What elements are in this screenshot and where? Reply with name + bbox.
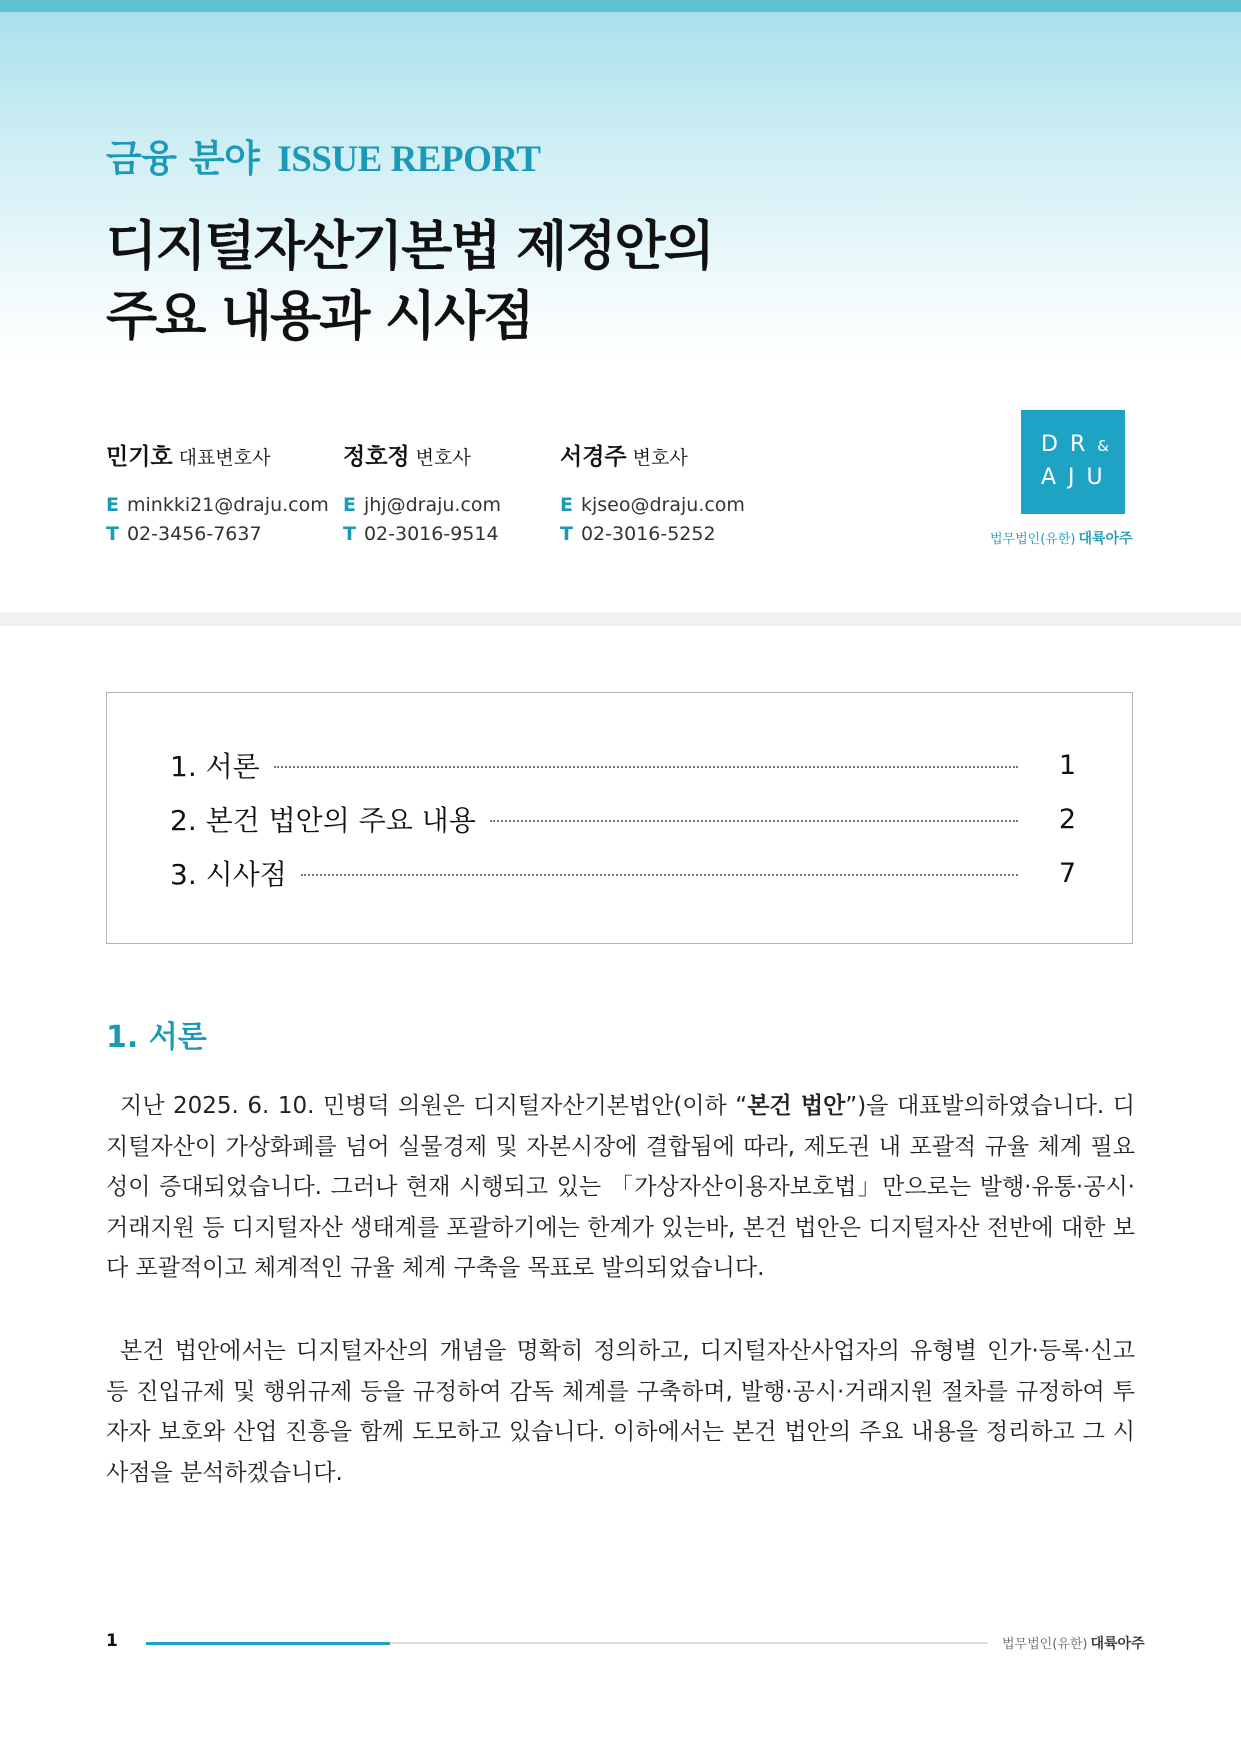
defined-term: 본건 법안 [747,1093,846,1119]
title-line-2: 주요 내용과 시사점 [106,286,533,347]
email-link[interactable]: jhj@draju.com [363,494,502,516]
section-heading: 1. 서론 [106,1020,207,1055]
header-background [0,0,1241,612]
toc-item[interactable]: 2. 본건 법안의 주요 내용 2 [170,803,1076,837]
report-label: ISSUE REPORT [277,139,541,180]
table-of-contents [106,692,1133,944]
author-name: 민기호 [106,444,173,470]
author-role: 변호사 [415,447,471,469]
footer-rule-accent [146,1642,390,1645]
author-email: E kjseo@draju.com [560,494,745,516]
toc-item[interactable]: 1. 서론 1 [170,749,1076,783]
top-accent-strip [0,0,1241,12]
toc-leader [274,766,1018,768]
author-role: 변호사 [632,447,688,469]
author-email: E jhj@draju.com [343,494,502,516]
firm-logo-caption: 법무법인(유한) 대륙아주 [990,531,1133,547]
page-number: 1 [106,1631,118,1651]
report-series [106,128,540,182]
footer-rule [146,1642,988,1644]
author-card [560,438,745,549]
email-link[interactable]: kjseo@draju.com [580,494,745,516]
author-name: 서경주 [560,444,627,470]
body-paragraph: 본건 법안에서는 디지털자산의 개념을 명확히 정의하고, 디지털자산사업자의 유형별 인가·등록·신고 등 진입규제 및 행위규제 등을 규정하여 감독 체계를 구축하며, 발행·공시·거래지원 절차를 규정하여 투자자 보호와 산업 진흥을 함께 도모하고 있습니다. 이하에서는 본건 법안의 주요 내용을 정리하고 그 시사점을 분석하겠습니다. [106,1338,1135,1486]
footer-firm-name: 법무법인(유한) 대륙아주 [1002,1636,1145,1652]
email-link[interactable]: minkki21@draju.com [126,494,329,516]
author-card [343,438,501,549]
toc-leader [301,874,1018,876]
series-label: 금융 분야 [106,137,260,180]
author-phone: T 02-3016-5252 [560,523,716,545]
author-email: E minkki21@draju.com [106,494,329,516]
author-name: 정호정 [343,444,410,470]
divider-band [0,612,1241,626]
toc-item[interactable]: 3. 시사점 7 [170,857,1076,891]
body-paragraph: 지난 2025. 6. 10. 민병덕 의원은 디지털자산기본법안(이하 “본건 법안”)을 대표발의하였습니다. 디지털자산이 가상화폐를 넘어 실물경제 및 자본시장에 결합됨에 따라, 제도권 내 포괄적 규율 체계 필요성이 증대되었습니다. 그러나 현재 시행되고 있는 「가상자산이용자보호법」만으로는 발행·유통·공시·거래지원 등 디지털자산 생태계를 포괄하기에는 한계가 있는바, 본건 법안은 디지털자산 전반에 대한 보다 포괄적이고 체계적인 규율 체계 구축을 목표로 발의되었습니다. [106,1093,1135,1281]
author-phone: T 02-3016-9514 [343,523,499,545]
title-line-1: 디지털자산기본법 제정안의 [106,216,713,277]
firm-logo: DR& AJU [1021,410,1125,514]
author-card [106,438,329,549]
author-role: 대표변호사 [178,447,271,469]
report-title [106,212,713,352]
toc-leader [490,820,1018,822]
author-phone: T 02-3456-7637 [106,523,262,545]
